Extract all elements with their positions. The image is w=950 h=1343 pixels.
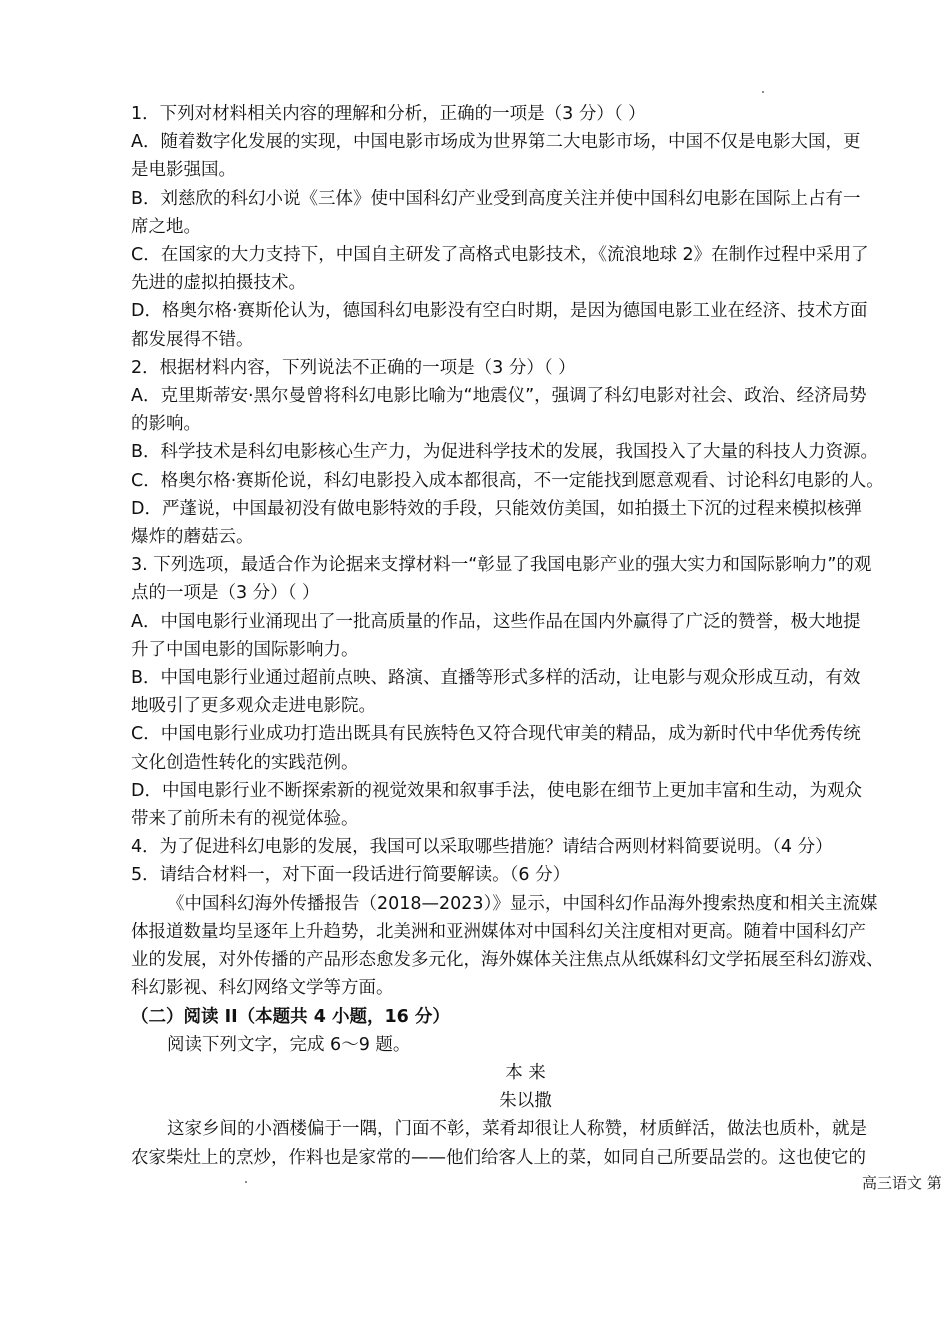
article-author: 朱以撒 [499, 1091, 552, 1112]
question-3-option-a-line1: A．中国电影行业涌现出了一批高质量的作品，这些作品在国内外赢得了广泛的赞誉，极大地提 [131, 611, 861, 632]
question-5: 5．请结合材料一，对下面一段话进行简要解读。（6 分） [131, 865, 571, 886]
question-2-option-a-line2: 的影响。 [131, 414, 201, 435]
question-5-passage-line4: 科幻影视、科幻网络文学等方面。 [131, 978, 394, 999]
question-3-stem-line2: 点的一项是（3 分）（ ） [131, 583, 320, 604]
question-3-option-d-line1: D．中国电影行业不断探索新的视觉效果和叙事手法，使电影在细节上更加丰富和生动，为观众 [131, 780, 862, 801]
article-paragraph-line1: 这家乡间的小酒楼偏于一隅，门面不彰，菜肴却很让人称赞，材质鲜活，做法也质朴，就是 [167, 1119, 867, 1140]
question-5-passage-line2: 体报道数量均呈逐年上升趋势，北美洲和亚洲媒体对中国科幻关注度相对更高。随着中国科幻产 [131, 921, 866, 942]
question-1-option-c-line2: 先进的虚拟拍摄技术。 [131, 273, 306, 294]
question-3-option-c-line2: 文化创造性转化的实践范例。 [131, 752, 359, 773]
question-1-option-d-line2: 都发展得不错。 [131, 329, 254, 350]
article-title: 本 来 [505, 1062, 546, 1083]
question-1-stem: 1．下列对材料相关内容的理解和分析，正确的一项是（3 分）（ ） [131, 104, 646, 124]
question-1-option-a-line1: A．随着数字化发展的实现，中国电影市场成为世界第二大电影市场，中国不仅是电影大国，更 [131, 132, 861, 153]
question-4: 4．为了促进科幻电影的发展，我国可以采取哪些措施？请结合两则材料简要说明。（4 分） [131, 837, 833, 858]
question-5-passage-line3: 业的发展，对外传播的产品形态愈发多元化，海外媒体关注焦点从纸媒科幻文学拓展至科幻游戏、 [131, 950, 884, 971]
question-3-option-b-line2: 地吸引了更多观众走进电影院。 [131, 696, 376, 717]
question-2-option-b: B．科学技术是科幻电影核心生产力，为促进科学技术的发展，我国投入了大量的科技人力资源。 [131, 442, 879, 463]
question-2-option-c: C．格奥尔格·赛斯伦说，科幻电影投入成本都很高，不一定能找到愿意观看、讨论科幻电影的人。 [131, 470, 884, 491]
question-3-option-d-line2: 带来了前所未有的视觉体验。 [131, 809, 359, 830]
question-3-option-c-line1: C．中国电影行业成功打造出既具有民族特色又符合现代审美的精品，成为新时代中华优秀传统 [131, 724, 861, 745]
question-1-option-b-line1: B．刘慈欣的科幻小说《三体》使中国科幻产业受到高度关注并使中国科幻电影在国际上占有一 [131, 188, 861, 209]
question-2-option-d-line1: D．严蓬说，中国最初没有做电影特效的手段，只能效仿美国，如拍摄土下沉的过程来模拟核弹 [131, 498, 862, 519]
section-2-intro: 阅读下列文字，完成 6～9 题。 [167, 1034, 411, 1055]
section-2-heading: （二）阅读 II（本题共 4 小题，16 分） [131, 1006, 450, 1027]
article-paragraph-line2: 农家柴灶上的烹炒，作料也是家常的——他们给客人上的菜，如同自己所要品尝的。这也使它的 [131, 1147, 866, 1168]
scan-speck [245, 1181, 247, 1183]
question-3-option-b-line1: B．中国电影行业通过超前点映、路演、直播等形式多样的活动，让电影与观众形成互动，有效 [131, 668, 861, 689]
question-3-stem-line1: 3. 下列选项，最适合作为论据来支撑材料一“彰显了我国电影产业的强大实力和国际影响力”的观 [131, 555, 872, 576]
exam-content [131, 100, 920, 1172]
question-1-option-a-line2: 是电影强国。 [131, 160, 236, 181]
question-1-option-b-line2: 席之地。 [131, 216, 201, 237]
scan-speck [762, 91, 764, 93]
question-1-option-d-line1: D．格奥尔格·赛斯伦认为，德国科幻电影没有空白时期，是因为德国电影工业在经济、技术方面 [131, 301, 868, 322]
page-footer: 高三语文 第 [862, 1174, 942, 1192]
question-5-passage-line1: 《中国科幻海外传播报告（2018—2023）》显示，中国科幻作品海外搜索热度和相关主流媒 [167, 893, 878, 914]
question-2-option-a-line1: A．克里斯蒂安·黑尔曼曾将科幻电影比喻为“地震仪”，强调了科幻电影对社会、政治、经济局势 [131, 386, 867, 407]
question-2-stem: 2．根据材料内容，下列说法不正确的一项是（3 分）（ ） [131, 357, 576, 378]
question-1-option-c-line1: C．在国家的大力支持下，中国自主研发了高格式电影技术，《流浪地球 2》在制作过程中采用了 [131, 245, 869, 266]
question-3-option-a-line2: 升了中国电影的国际影响力。 [131, 639, 359, 660]
question-2-option-d-line2: 爆炸的蘑菇云。 [131, 527, 254, 548]
